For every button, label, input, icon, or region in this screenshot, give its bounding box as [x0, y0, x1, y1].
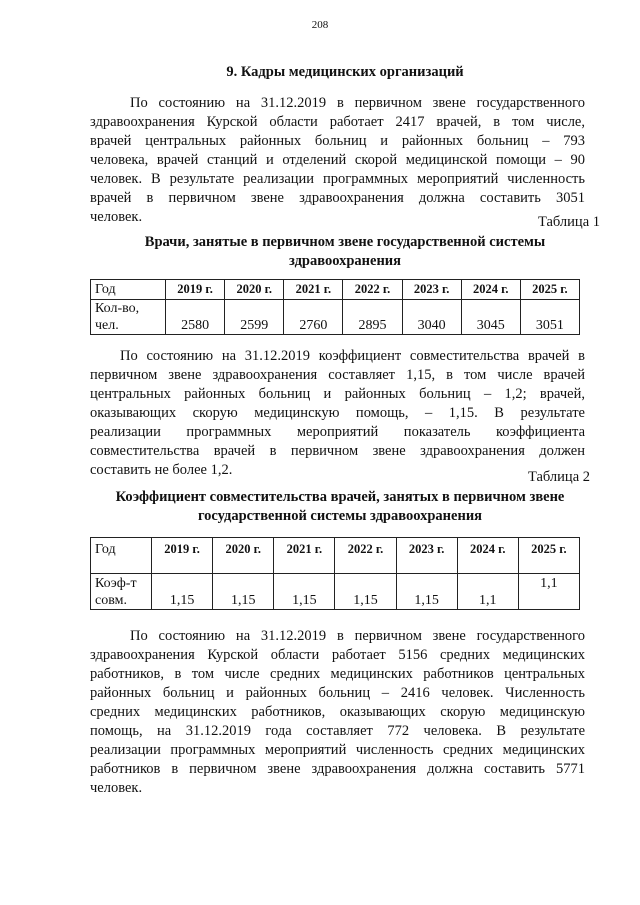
table-2-header-cell: 2021 г.	[274, 538, 335, 574]
paragraph-1-line: человек. В результате реализации программных мероприятий численность	[90, 171, 585, 187]
table-2-title	[80, 488, 600, 526]
table-1-row	[91, 300, 580, 335]
table-1-header-cell: Год	[91, 280, 166, 300]
paragraph-1-line: По состоянию на 31.12.2019 в первичном звене государственного	[130, 95, 585, 111]
table-2-header-cell: 2019 г.	[152, 538, 213, 574]
paragraph-3-line: реализации программных мероприятий численность средних медицинских	[90, 742, 585, 758]
table-2-header-row	[91, 538, 580, 574]
paragraph-3	[90, 627, 585, 798]
table-1-value-cell: 3045	[461, 300, 520, 335]
table-2-value-cell: 1,15	[274, 574, 335, 610]
paragraph-1-line: человека, врачей станций и отделений скорой медицинской помощи – 90	[90, 152, 585, 168]
table-2-header-cell: 2024 г.	[457, 538, 518, 574]
table-1-title	[90, 233, 600, 271]
paragraph-1-line: человек.	[90, 209, 143, 225]
paragraph-3-line: По состоянию на 31.12.2019 в первичном звене государственного	[130, 628, 585, 644]
paragraph-2-line: составить не более 1,2.	[90, 462, 233, 478]
table-1-title-line: здравоохранения	[289, 253, 401, 269]
paragraph-2-line: оказывающих скорую медицинскую помощь, – 1,15. В результате	[90, 405, 585, 421]
paragraph-2-line: центральных районных больниц и районных больниц – 1,2; врачей,	[90, 386, 585, 402]
table-2-header-cell: Год	[91, 538, 152, 574]
table-1-header-cell: 2024 г.	[461, 280, 520, 300]
table-2-header-cell: 2022 г.	[335, 538, 396, 574]
paragraph-3-line: человек.	[90, 780, 143, 796]
table-1-row-label	[91, 300, 166, 335]
paragraph-1	[90, 94, 585, 227]
table-1-row-label-line: чел.	[95, 318, 119, 333]
paragraph-1-line: здравоохранения Курской области работает 2417 врачей, в том числе,	[90, 114, 585, 130]
table-1-header-row	[91, 280, 580, 300]
table-2-value-cell: 1,1	[518, 574, 579, 610]
table-2-header-cell: 2023 г.	[396, 538, 457, 574]
table-1-header-cell: 2022 г.	[343, 280, 402, 300]
table-1-header-cell: 2025 г.	[520, 280, 579, 300]
paragraph-2-line: первичном звене здравоохранения составляет 1,15, в том числе врачей	[90, 367, 585, 383]
table-1-header-cell: 2023 г.	[402, 280, 461, 300]
table-2-value-cell: 1,15	[152, 574, 213, 610]
table-2	[90, 537, 580, 610]
table-1-value-cell: 2760	[284, 300, 343, 335]
table-2-caption: Таблица 2	[527, 469, 590, 485]
table-1-value-cell: 3040	[402, 300, 461, 335]
table-2-title-line: государственной системы здравоохранения	[197, 508, 483, 524]
paragraph-2-line: По состоянию на 31.12.2019 коэффициент совместительства врачей в	[120, 348, 585, 364]
table-2-header-cell: 2025 г.	[518, 538, 579, 574]
table-1-value-cell: 2580	[166, 300, 225, 335]
paragraph-1-line: врачей в первичном звене здравоохранения должна составить 3051	[90, 190, 585, 206]
table-2-value-cell: 1,1	[457, 574, 518, 610]
table-2-title-line: Коэффициент совместительства врачей, занятых в первичном звене	[115, 489, 565, 505]
table-2-value-cell: 1,15	[396, 574, 457, 610]
paragraph-3-line: работников, в том числе средних медицинских работников центральных	[90, 666, 585, 682]
table-1-header-cell: 2020 г.	[225, 280, 284, 300]
table-1-header-cell: 2019 г.	[166, 280, 225, 300]
paragraph-2-line: реализации программных мероприятий показатель коэффициента	[90, 424, 585, 440]
table-2-row-label-line: совм.	[95, 593, 127, 608]
paragraph-3-line: районных больниц и районных больниц – 2416 человек. Численность	[90, 685, 585, 701]
paragraph-3-line: помощь, на 31.12.2019 года составляет 772 человека. В результате	[90, 723, 585, 739]
table-2-value-cell: 1,15	[213, 574, 274, 610]
table-1-value-cell: 3051	[520, 300, 579, 335]
paragraph-2	[90, 347, 585, 480]
table-1-caption: Таблица 1	[537, 214, 600, 230]
paragraph-1-line: врачей центральных районных больниц и районных больниц – 793	[90, 133, 585, 149]
table-2-row-label-line: Коэф-т	[95, 576, 137, 591]
table-1-row-label-line: Кол-во,	[95, 301, 140, 316]
table-2-row-label	[91, 574, 152, 610]
section-title: 9. Кадры медицинских организаций	[226, 64, 464, 80]
paragraph-3-line: работников в первичном звене здравоохранения должна составить 5771	[90, 761, 585, 777]
table-1-value-cell: 2895	[343, 300, 402, 335]
table-1-title-line: Врачи, занятые в первичном звене государственной системы	[144, 234, 546, 250]
paragraph-2-line: совместительства врачей в первичном звене здравоохранения должен	[90, 443, 585, 459]
table-1-header-cell: 2021 г.	[284, 280, 343, 300]
page-number: 208	[311, 19, 329, 31]
paragraph-3-line: средних медицинских работников, оказывающих скорую медицинскую	[90, 704, 585, 720]
table-2-value-cell: 1,15	[335, 574, 396, 610]
paragraph-3-line: здравоохранения Курской области работает 5156 средних медицинских	[90, 647, 585, 663]
table-1-value-cell: 2599	[225, 300, 284, 335]
table-2-header-cell: 2020 г.	[213, 538, 274, 574]
table-2-row	[91, 574, 580, 610]
table-1	[90, 279, 580, 335]
